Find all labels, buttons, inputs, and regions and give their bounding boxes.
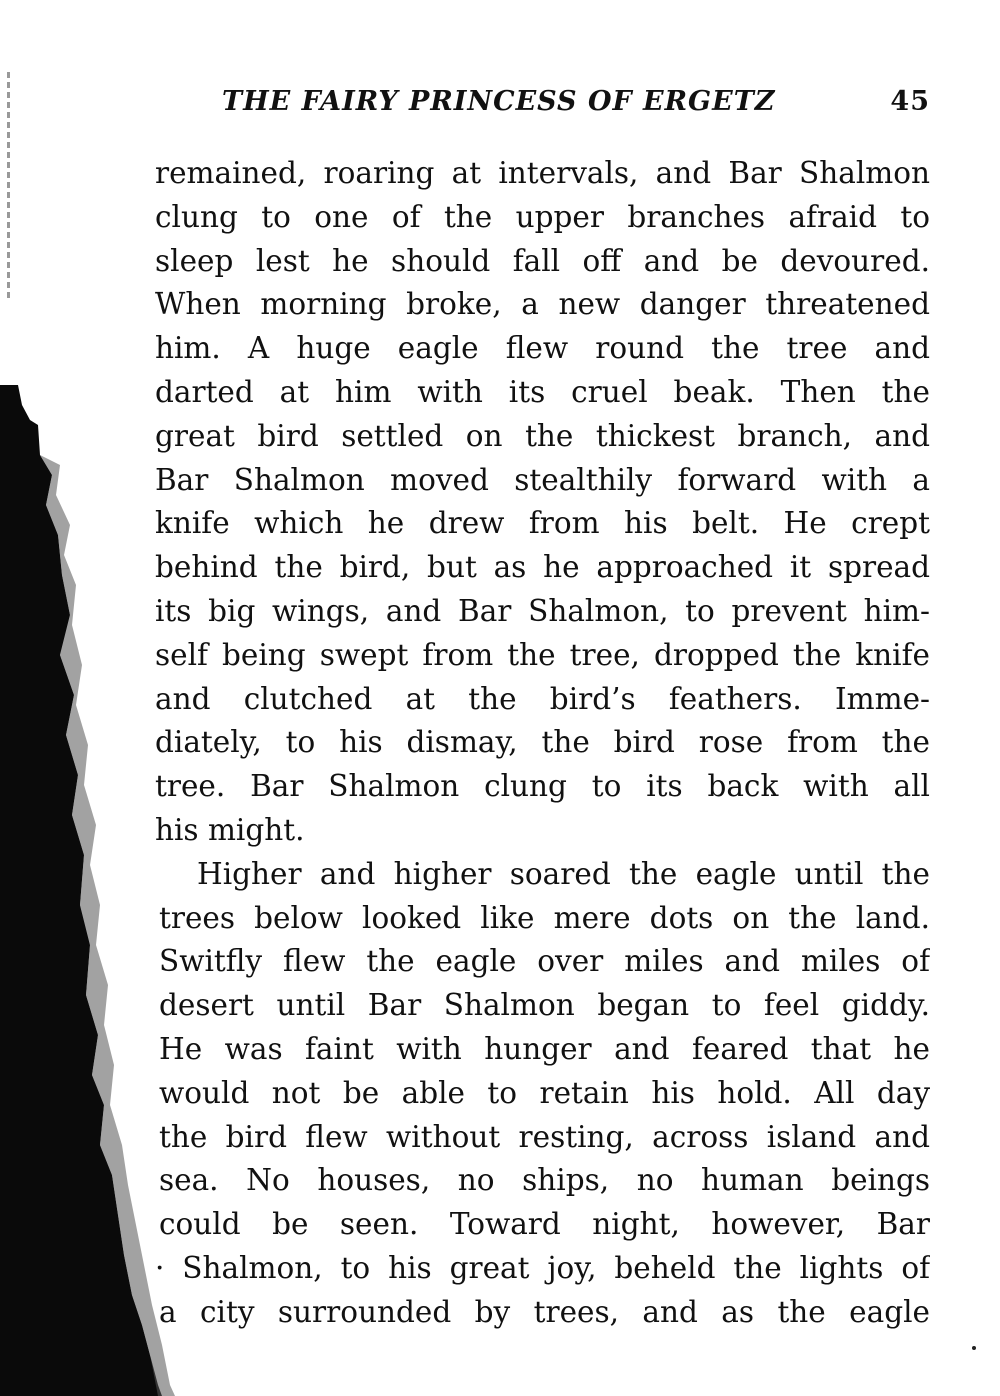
text-line: Switfly flew the eagle over miles and miles of [159,944,930,979]
text-line: a city surrounded by trees, and as the eagle [159,1294,930,1329]
text-line: the bird flew without resting, across island and [159,1119,930,1154]
body-text [155,152,930,1335]
text-line: could be seen. Toward night, however, Bar [159,1207,930,1242]
text-line: trees below looked like mere dots on the land. [159,900,930,935]
text-line: him. A huge eagle flew round the tree and [155,331,930,366]
text-line: desert until Bar Shalmon began to feel giddy. [159,988,930,1023]
text-line: self being swept from the tree, dropped the knife [155,637,930,672]
text-line: its big wings, and Bar Shalmon, to prevent him- [155,593,930,628]
text-line: would not be able to retain his hold. All day [159,1075,930,1110]
text-line: diately, to his dismay, the bird rose from the [155,725,930,760]
stray-speck [972,1346,976,1350]
text-line: Bar Shalmon moved stealthily forward with a [155,462,930,497]
text-line: remained, roaring at intervals, and Bar Shalmon [155,156,930,190]
text-line: When morning broke, a new danger threatened [155,287,930,322]
text-line: darted at him with its cruel beak. Then the [155,374,930,409]
text-line: sleep lest he should fall off and be devoured. [155,243,930,278]
binding-shadow [0,385,175,1396]
text-line: and clutched at the bird’s feathers. Imme- [155,681,930,716]
text-line: behind the bird, but as he approached it spread [155,550,930,585]
page-number: 45 [890,86,930,117]
text-line: sea. No houses, no ships, no human beings [159,1163,930,1198]
text-line: knife which he drew from his belt. He crept [155,506,930,541]
text-line: · Shalmon, to his great joy, beheld the lights of [155,1250,930,1285]
running-title: THE FAIRY PRINCESS OF ERGETZ [222,86,776,117]
text-line: He was faint with hunger and feared that he [159,1031,930,1066]
running-head [222,86,930,126]
paragraph-start-line: Higher and higher soared the eagle until the [197,856,930,891]
text-line: clung to one of the upper branches afraid to [155,199,930,234]
text-line: great bird settled on the thickest branch, and [155,418,930,453]
paragraph-end-line: his might. [155,812,305,847]
gutter-scan-line [7,72,10,302]
text-line: tree. Bar Shalmon clung to its back with all [155,769,930,804]
binding-shadow-shape [0,385,175,1396]
